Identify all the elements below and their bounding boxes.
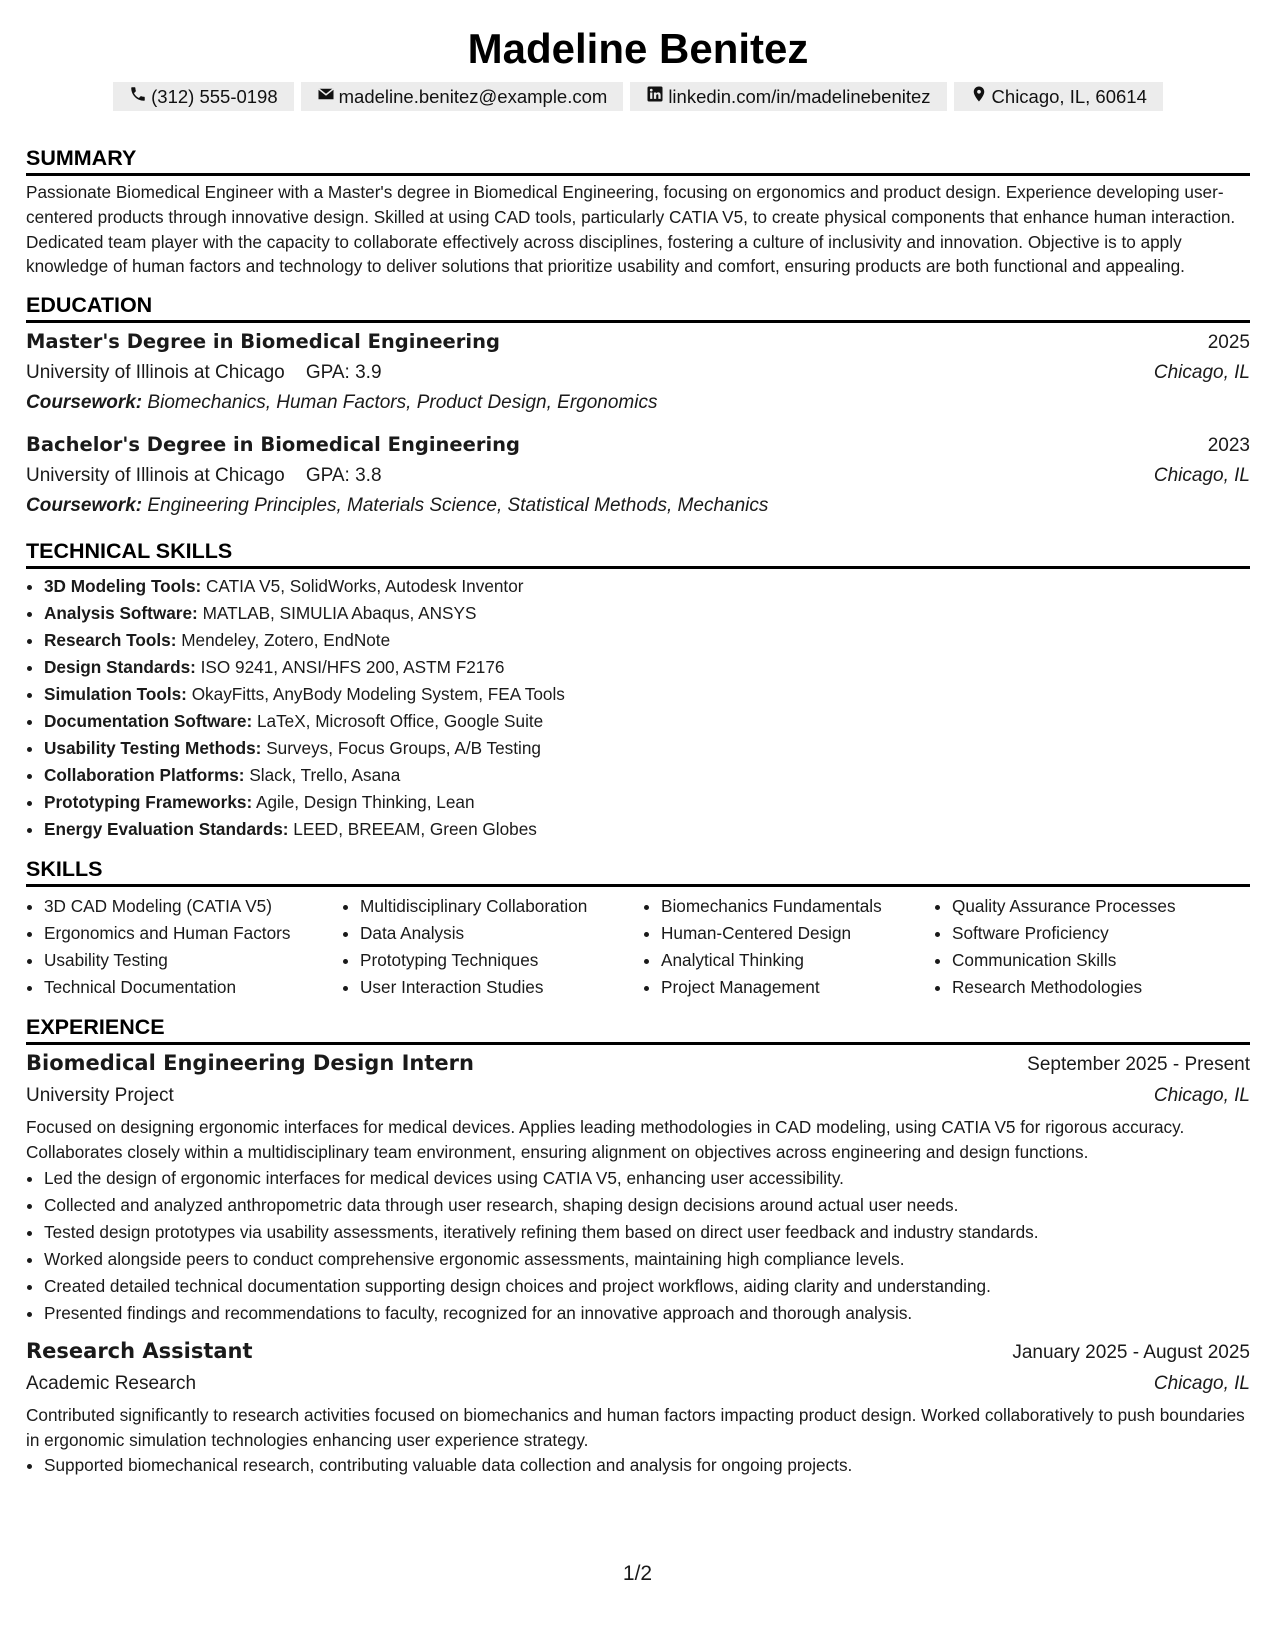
skill-label: Documentation Software: [44,711,253,732]
list-item [44,789,1250,816]
skill-label: Design Standards: [44,657,196,678]
skill-value: Mendeley, Zotero, EndNote [181,630,391,651]
list-item [44,681,1250,708]
job-org: University Project [26,1085,174,1107]
summary-text: Passionate Biomedical Engineer with a Master's degree in Biomedical Engineering, focusing on ergonomics and product design. Experience developing user-centered products through innovative design. Skilled at using CAD tools, particularly CATIA V5, to create physical components that enhance human interaction. Dedicated team player with the capacity to collaborate effectively across disciplines, fostering a culture of inclusivity and innovation. Objective is to apply knowledge of human factors and technology to deliver solutions that prioritize usability and comfort, ensuring products are both functional and appealing. [26,182,1236,277]
summary-title: SUMMARY [26,144,1250,176]
phone-chip[interactable] [113,82,294,111]
job-bullets [26,1165,1250,1327]
coursework-label: Coursework: [26,392,143,414]
experience-entry [26,1335,1250,1480]
list-item [44,600,1250,627]
skill-value: Agile, Design Thinking, Lean [256,792,475,813]
list-item [44,735,1250,762]
skills-column [934,893,1176,1001]
linkedin-text: linkedin.com/in/madelinebenitez [668,86,931,107]
skill-value: Slack, Trello, Asana [249,765,401,786]
list-item: • Biomechanics Fundamentals [661,893,916,920]
phone-text: (312) 555-0198 [151,86,278,107]
skill-label: Simulation Tools: [44,684,187,705]
list-item: • Led the design of ergonomic interfaces for medical devices using CATIA V5, enhancing user accessibility. [44,1165,1250,1192]
education-entry [26,327,1250,418]
degree-year: 2023 [1207,435,1250,457]
list-item: • Presented findings and recommendations to faculty, recognized for an innovative approach and thorough analysis. [44,1300,1250,1327]
linkedin-chip[interactable] [630,82,946,111]
job-dates: January 2025 - August 2025 [1012,1341,1250,1363]
job-dates: September 2025 - Present [1027,1054,1250,1076]
school-location: Chicago, IL [1153,465,1250,487]
list-item [44,573,1250,600]
list-item: • Communication Skills [952,947,1176,974]
coursework-line [26,388,1250,418]
candidate-name: Madeline Benitez [467,25,809,72]
job-description: Focused on designing ergonomic interfaces for medical devices. Applies leading methodologies in CAD modeling, using CATIA V5 for rigorous accuracy. Collaborates closely within a multidisciplinary team environment, ensuring alignment on objectives across engineering and design functions. [26,1117,1185,1162]
list-item: • Research Methodologies [952,974,1176,1001]
list-item: • Prototyping Techniques [360,947,627,974]
school-name: University of Illinois at Chicago [26,362,285,384]
envelope-icon [317,84,335,109]
skills-section [26,855,1250,1001]
list-item: • Technical Documentation [44,974,322,1001]
skill-label: Energy Evaluation Standards: [44,819,289,840]
email-chip[interactable] [301,82,624,111]
coursework-text: Biomechanics, Human Factors, Product Design, Ergonomics [147,392,658,414]
experience-title: EXPERIENCE [26,1013,1250,1045]
coursework-line [26,491,1250,521]
list-item [44,816,1250,843]
location-chip [954,82,1163,111]
skills-column [342,893,627,1001]
list-item: • Human-Centered Design [661,920,916,947]
skill-label: Usability Testing Methods: [44,738,262,759]
list-item: • Usability Testing [44,947,322,974]
map-pin-icon [970,84,988,109]
job-org: Academic Research [26,1372,197,1394]
skill-value: LEED, BREEAM, Green Globes [293,819,537,840]
experience-section [26,1013,1250,1479]
list-item: • Created detailed technical documentation supporting design choices and project workflows, aiding clarity and understanding. [44,1273,1250,1300]
degree-title: Bachelor's Degree in Biomedical Engineering [26,433,520,457]
list-item [44,762,1250,789]
email-text: madeline.benitez@example.com [338,86,608,107]
job-description: Contributed significantly to research activities focused on biomechanics and human factors impacting product design. Worked collaboratively to push boundaries in ergonomic simulation technologies enhancing user experience strategy. [26,1404,1245,1450]
page-number: 1/2 [622,1562,653,1585]
skill-value: ISO 9241, ANSI/HFS 200, ASTM F2176 [200,657,505,678]
skill-label: Collaboration Platforms: [44,765,245,786]
skill-value: CATIA V5, SolidWorks, Autodesk Inventor [206,576,524,597]
skill-value: LaTeX, Microsoft Office, Google Suite [256,711,544,732]
list-item: • Analytical Thinking [661,947,916,974]
skill-value: MATLAB, SIMULIA Abaqus, ANSYS [202,603,477,624]
list-item [44,654,1250,681]
summary-section [26,144,1250,279]
gpa: GPA: 3.9 [305,362,382,384]
job-title: Biomedical Engineering Design Intern [26,1051,474,1076]
list-item: • Worked alongside peers to conduct comprehensive ergonomic assessments, maintaining high compliance levels. [44,1246,1250,1273]
linkedin-icon [646,84,664,109]
list-item: • 3D CAD Modeling (CATIA V5) [44,893,322,920]
skills-title: SKILLS [26,855,1250,887]
degree-year: 2025 [1207,332,1250,354]
skill-value: OkayFitts, AnyBody Modeling System, FEA Tools [191,684,565,705]
list-item [44,708,1250,735]
skill-label: Research Tools: [44,630,177,651]
school-line [26,461,382,491]
contact-row [26,82,1250,111]
skills-column [26,893,322,1001]
education-entry [26,430,1250,521]
list-item: • Multidisciplinary Collaboration [360,893,627,920]
list-item: • Tested design prototypes via usability assessments, iteratively refining them based on direct user feedback and industry standards. [44,1219,1250,1246]
skills-grid [26,893,1250,1001]
degree-title: Master's Degree in Biomedical Engineering [26,330,500,354]
list-item: • User Interaction Studies [360,974,627,1001]
list-item [44,627,1250,654]
location-text: Chicago, IL, 60614 [991,86,1147,107]
job-location: Chicago, IL [1153,1372,1250,1394]
job-title: Research Assistant [26,1338,253,1363]
job-bullets [26,1452,1250,1479]
skill-label: Analysis Software: [44,603,198,624]
list-item: • Software Proficiency [952,920,1176,947]
experience-entry [26,1047,1250,1327]
resume-page [26,0,1250,1479]
education-section [26,291,1250,521]
skill-label: Prototyping Frameworks: [44,792,253,813]
education-title: EDUCATION [26,291,1250,323]
skills-column [643,893,916,1001]
list-item: • Quality Assurance Processes [952,893,1176,920]
school-name: University of Illinois at Chicago [26,465,285,487]
skill-value: Surveys, Focus Groups, A/B Testing [266,738,541,759]
list-item: • Project Management [661,974,916,1001]
job-location: Chicago, IL [1153,1085,1250,1107]
list-item: • Collected and analyzed anthropometric data through user research, shaping design decisions around actual user needs. [44,1192,1250,1219]
technical-skills-title: TECHNICAL SKILLS [26,537,1250,569]
skill-label: 3D Modeling Tools: [44,576,202,597]
technical-skills-list [26,573,1250,843]
school-location: Chicago, IL [1153,362,1250,384]
school-line [26,358,382,388]
phone-icon [129,84,147,109]
list-item: • Ergonomics and Human Factors [44,920,322,947]
list-item: • Supported biomechanical research, contributing valuable data collection and analysis for ongoing projects. [44,1452,1250,1479]
gpa: GPA: 3.8 [305,465,382,487]
coursework-label: Coursework: [26,495,143,517]
list-item: • Data Analysis [360,920,627,947]
technical-skills-section [26,537,1250,843]
coursework-text: Engineering Principles, Materials Science, Statistical Methods, Mechanics [147,495,769,517]
